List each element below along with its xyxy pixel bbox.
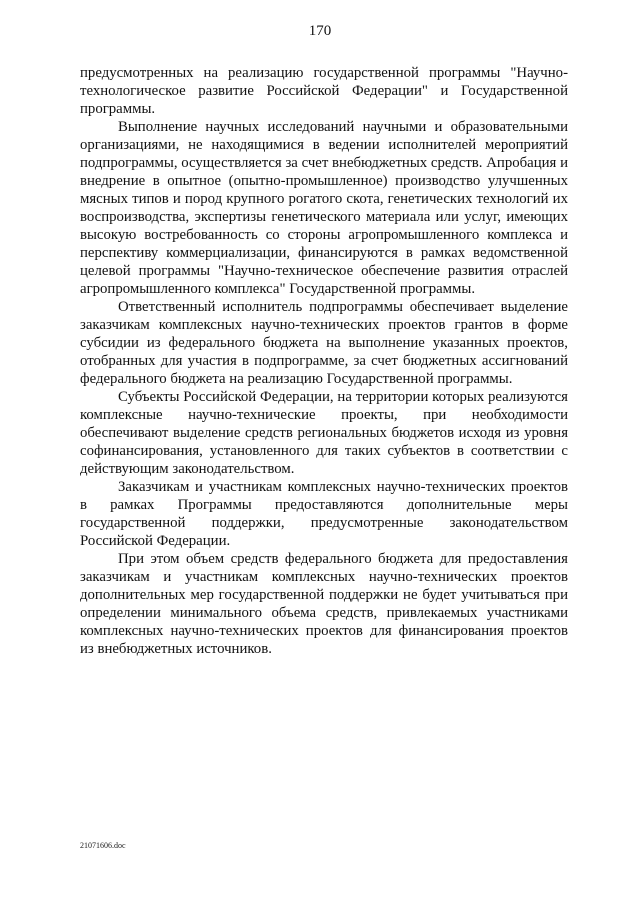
paragraph-grants: Ответственный исполнитель подпрограммы обеспечивает выделение заказчикам комплексных научно-технических проектов грантов в форме субсидии из федерального бюджета на выполнение указанных проектов, отобранных для участия в подпрограмме, за счет бюджетных ассигнований федерального бюджета на реализацию Государственной программы. xyxy=(80,299,568,387)
paragraph-research-funding: Выполнение научных исследований научными и образовательными организациями, не находящимися в ведении исполнителей мероприятий подпрограммы, осуществляется за счет внебюджетных средств. Апробация и внедрение в опытное (опытно-промышленное) производство улучшенных мясных типов и пород крупного рогатого скота, генетических технологий их воспроизводства, экспертизы генетического материала или услуг, имеющих высокую востребованность со стороны агропромышленного комплекса и перспективу коммерциализации, финансируются в рамках ведомственной целевой программы "Научно-техническое обеспечение развития отраслей агропромышленного комплекса" Государственной программы. xyxy=(80,119,568,297)
paragraph-regional-budgets: Субъекты Российской Федерации, на территории которых реализуются комплексные научно-технические проекты, при необходимости обеспечивают выделение средств региональных бюджетов исходя из уровня софинансирования, установленного для таких субъектов в соответствии с действующим законодательством. xyxy=(80,389,568,477)
footer-file-code: 21071606.doc xyxy=(80,841,126,850)
page-number: 170 xyxy=(308,23,332,39)
paragraph-federal-budget: При этом объем средств федерального бюджета для предоставления заказчикам и участникам комплексных научно-технических проектов дополнительных мер государственной поддержки не будет учитываться при определении минимального объема средств, привлекаемых участниками комплексных научно-технических проектов для финансирования проектов из внебюджетных источников. xyxy=(80,551,568,657)
document-body xyxy=(80,64,568,658)
paragraph-support-measures: Заказчикам и участникам комплексных научно-технических проектов в рамках Программы предоставляются дополнительные меры государственной поддержки, предусмотренные законодательством Российской Федерации. xyxy=(80,479,568,549)
paragraph-continuation: предусмотренных на реализацию государственной программы "Научно-технологическое развитие Российской Федерации" и Государственной программы. xyxy=(80,65,568,117)
